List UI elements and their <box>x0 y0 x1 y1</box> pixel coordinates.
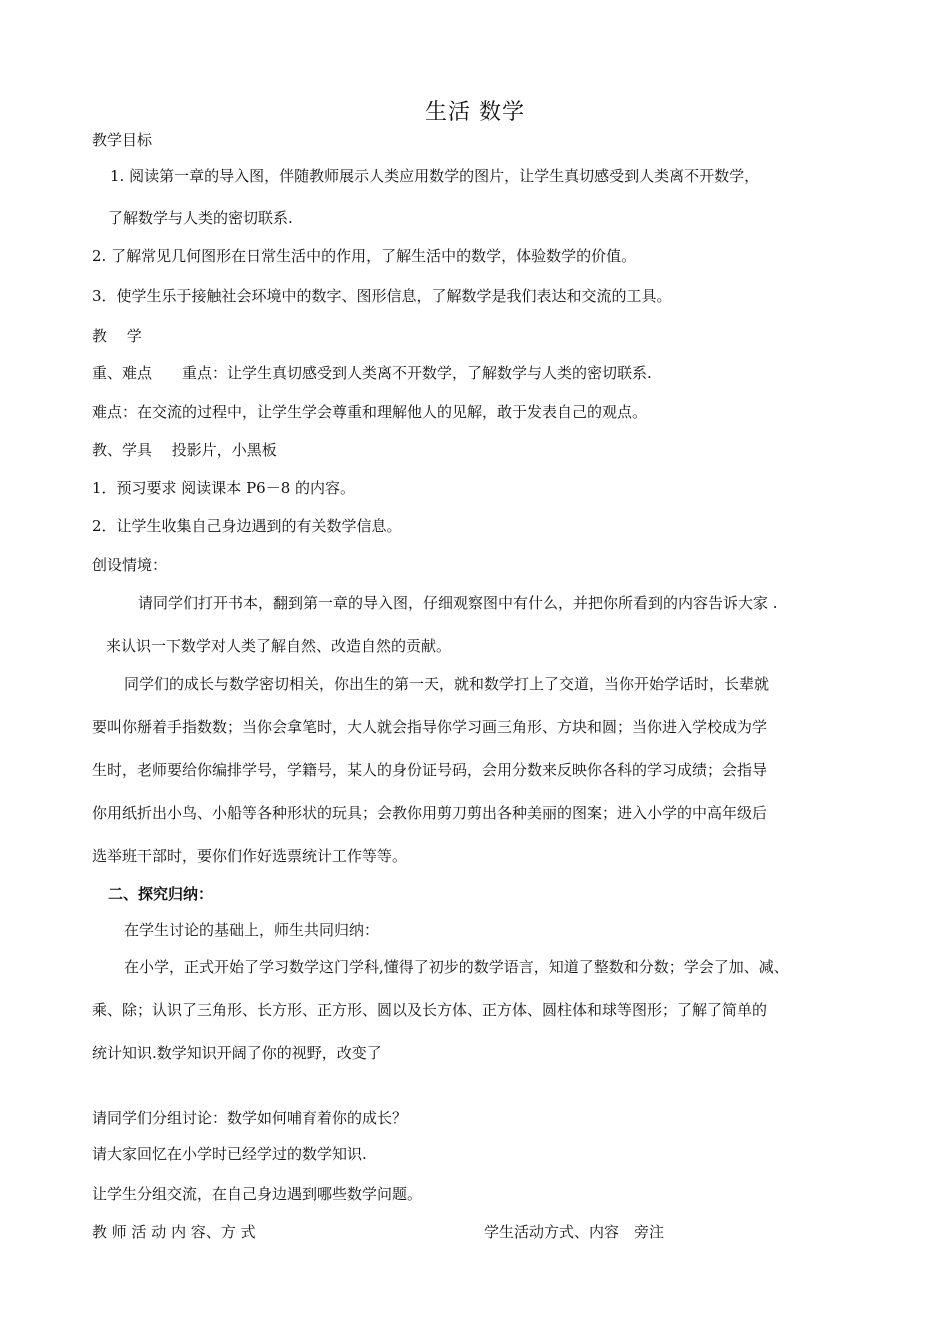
goal-1: 1. 阅读第一章的导入图，伴随教师展示人类应用数学的图片，让学生真切感受到人类离不开数学， <box>110 167 760 185</box>
section-heading-explore: 二、探究归纳： <box>108 885 214 903</box>
difficult-points: 难点：在交流的过程中，让学生学会尊重和理解他人的见解，敢于发表自己的观点。 <box>92 403 648 421</box>
table-header-teacher: 教 师 活 动 内 容、方 式 <box>92 1223 256 1241</box>
situation-paragraph-1: 请同学们打开书本，翻到第一章的导入图，仔细观察图中有什么，并把你所看到的内容告诉大家 . <box>138 594 778 612</box>
explore-paragraph-line-1: 在小学，正式开始了学习数学这门学科,懂得了初步的数学语言，知道了整数和分数；学会了加、减、 <box>124 958 789 976</box>
explore-intro: 在学生讨论的基础上，师生共同归纳： <box>124 921 380 939</box>
explore-paragraph-line-3: 统计知识.数学知识开阔了你的视野，改变了 <box>92 1044 382 1062</box>
explore-paragraph-line-2: 乘、除；认识了三角形、长方形、正方形、圆以及长方体、正方体、圆柱体和球等图形；了解了简单的 <box>92 1001 768 1019</box>
growth-paragraph-line-3: 生时，老师要给你编排学号，学籍号，某人的身份证号码，会用分数来反映你各科的学习成绩；会指导 <box>92 761 768 779</box>
growth-paragraph-line-4: 你用纸折出小鸟、小船等各种形状的玩具；会教你用剪刀剪出各种美丽的图案；进入小学的中高年级后 <box>92 804 768 822</box>
growth-paragraph-line-5: 选举班干部时，要你们作好选票统计工作等等。 <box>92 847 408 865</box>
section-heading-teaching: 教 学 <box>92 327 142 345</box>
page-title: 生活 数学 <box>425 100 525 125</box>
collect-info: 2．让学生收集自己身边遇到的有关数学信息。 <box>92 517 402 535</box>
exchange-prompt: 让学生分组交流，在自己身边遇到哪些数学问题。 <box>92 1185 423 1203</box>
key-points: 重、难点 重点：让学生真切感受到人类离不开数学，了解数学与人类的密切联系. <box>92 364 652 382</box>
teaching-aids: 教、学具 投影片，小黑板 <box>92 441 277 459</box>
goal-1-continued: 了解数学与人类的密切联系. <box>108 209 293 227</box>
section-heading-goals: 教学目标 <box>92 131 153 149</box>
growth-paragraph-line-1: 同学们的成长与数学密切相关，你出生的第一天，就和数学打上了交道，当你开始学话时，长辈就 <box>124 675 770 693</box>
discussion-prompt: 请同学们分组讨论：数学如何哺育着你的成长？ <box>92 1109 408 1127</box>
situation-paragraph-1-continued: 来认识一下数学对人类了解自然、改造自然的贡献。 <box>106 637 452 655</box>
growth-paragraph-line-2: 要叫你掰着手指数数；当你会拿笔时，大人就会指导你学习画三角形、方块和圆；当你进入学校成为学 <box>92 718 768 736</box>
preview-requirement: 1．预习要求 阅读课本 P6－8 的内容。 <box>92 479 356 497</box>
goal-3: 3．使学生乐于接触社会环境中的数字、图形信息，了解数学是我们表达和交流的工具。 <box>92 287 672 305</box>
goal-2: 2. 了解常见几何图形在日常生活中的作用，了解生活中的数学，体验数学的价值。 <box>92 247 637 265</box>
recall-prompt: 请大家回忆在小学时已经学过的数学知识. <box>92 1145 367 1163</box>
table-header-student: 学生活动方式、内容 旁注 <box>484 1223 665 1241</box>
section-heading-situation: 创设情境： <box>92 556 168 574</box>
